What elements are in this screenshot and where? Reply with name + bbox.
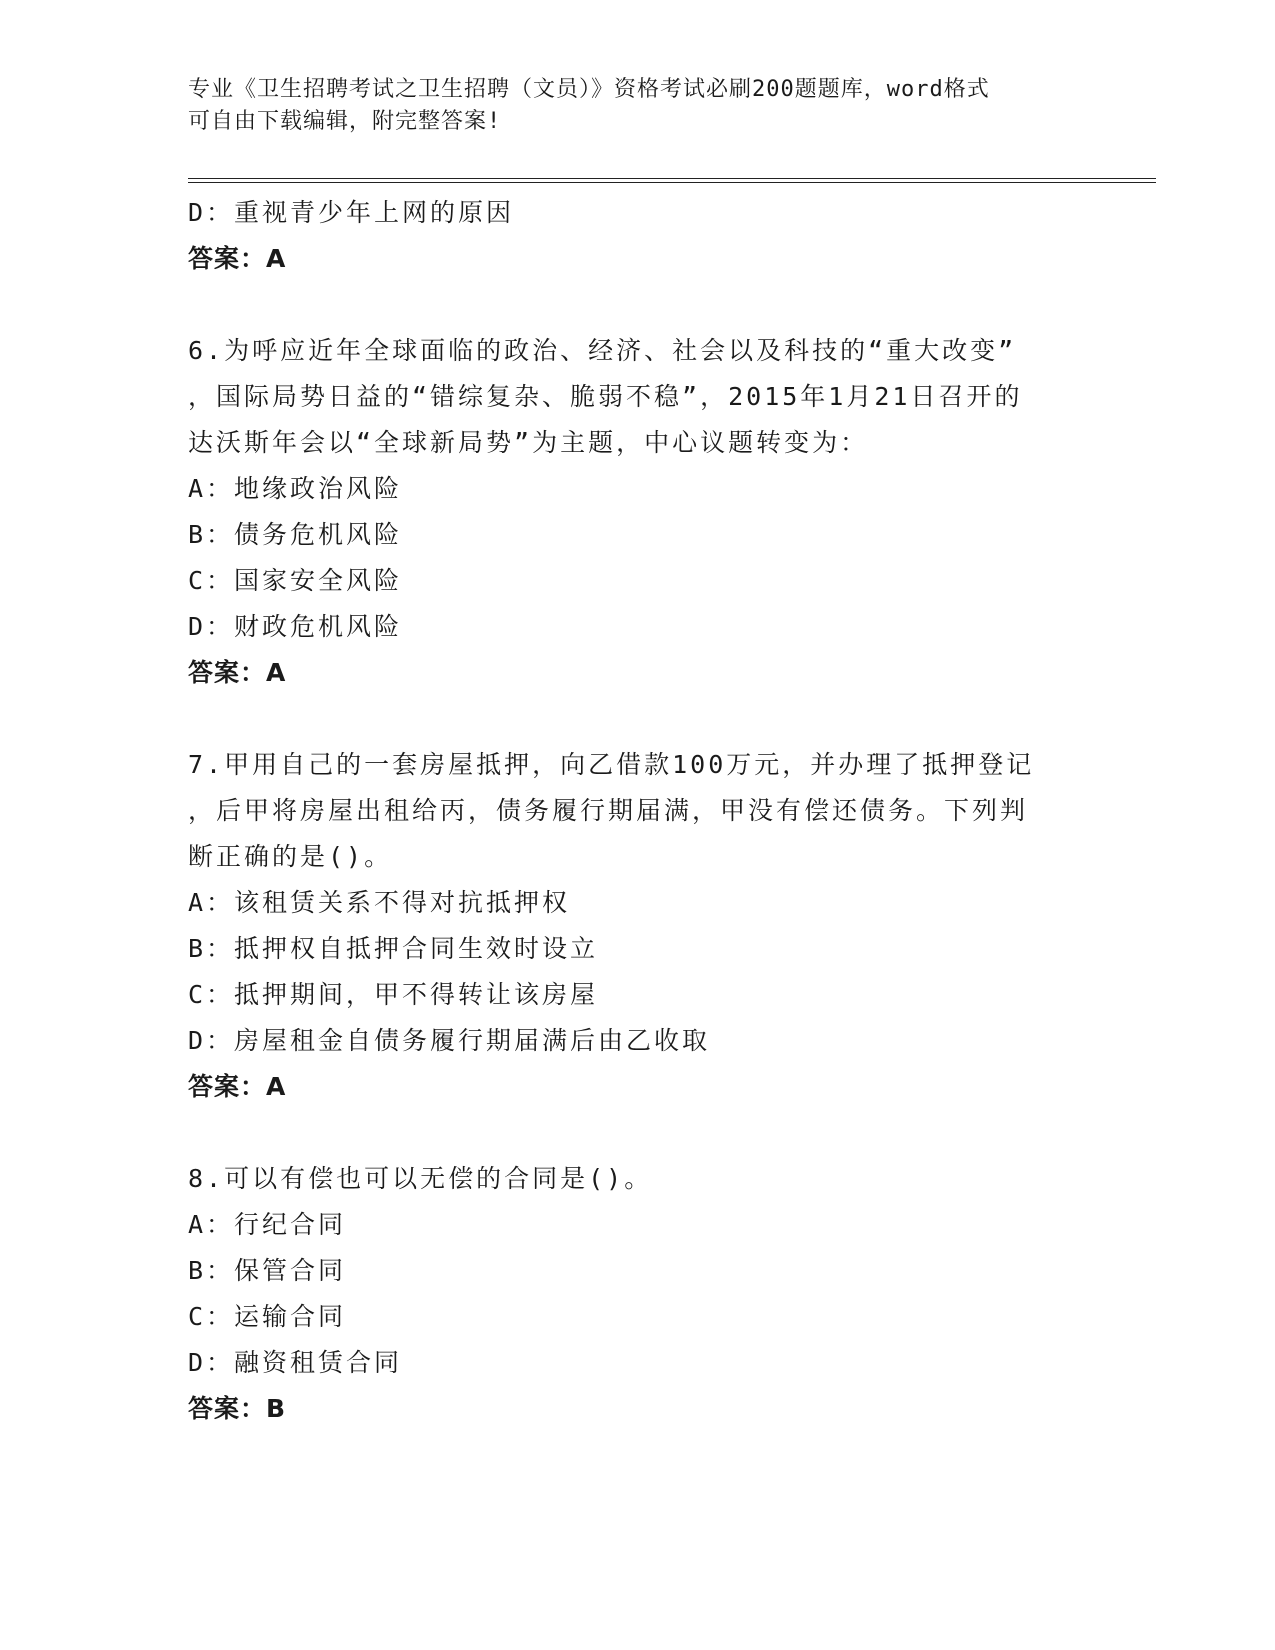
option-a: A：行纪合同 bbox=[188, 1210, 347, 1239]
option-d: D：融资租赁合同 bbox=[188, 1348, 403, 1377]
spacer bbox=[188, 1110, 1088, 1156]
spacer bbox=[188, 696, 1088, 742]
option-d: D：重视青少年上网的原因 bbox=[188, 198, 515, 227]
question-stem: ，后甲将房屋出租给丙，债务履行期届满，甲没有偿还债务。下列判 bbox=[188, 796, 1029, 825]
document-body bbox=[188, 190, 1088, 1432]
question-block-8 bbox=[188, 1156, 1088, 1432]
answer-line: 答案：A bbox=[188, 244, 287, 273]
option-b: B：保管合同 bbox=[188, 1256, 347, 1285]
question-stem: 8.可以有偿也可以无偿的合同是()。 bbox=[188, 1164, 653, 1193]
header-title-line-1: 专业《卫生招聘考试之卫生招聘（文员）》资格考试必刷200题题库，word格式 bbox=[188, 77, 990, 102]
option-c: C：抵押期间，甲不得转让该房屋 bbox=[188, 980, 599, 1009]
question-block-6 bbox=[188, 328, 1088, 696]
option-a: A：地缘政治风险 bbox=[188, 474, 403, 503]
option-d: D：房屋租金自债务履行期届满后由乙收取 bbox=[188, 1026, 711, 1055]
answer-line: 答案：A bbox=[188, 658, 287, 687]
option-d: D：财政危机风险 bbox=[188, 612, 403, 641]
header-title-line-2: 可自由下载编辑，附完整答案! bbox=[188, 109, 502, 134]
option-c: C：运输合同 bbox=[188, 1302, 347, 1331]
question-stem: 断正确的是()。 bbox=[188, 842, 393, 871]
option-c: C：国家安全风险 bbox=[188, 566, 403, 595]
option-b: B：抵押权自抵押合同生效时设立 bbox=[188, 934, 599, 963]
question-stem: 6.为呼应近年全球面临的政治、经济、社会以及科技的“重大改变” bbox=[188, 336, 1017, 365]
spacer bbox=[188, 282, 1088, 328]
option-a: A：该租赁关系不得对抗抵押权 bbox=[188, 888, 571, 917]
question-stem: ，国际局势日益的“错综复杂、脆弱不稳”，2015年1月21日召开的 bbox=[188, 382, 1023, 411]
answer-line: 答案：A bbox=[188, 1072, 287, 1101]
question-stem: 达沃斯年会以“全球新局势”为主题，中心议题转变为： bbox=[188, 428, 869, 457]
option-b: B：债务危机风险 bbox=[188, 520, 403, 549]
question-stem: 7.甲用自己的一套房屋抵押，向乙借款100万元，并办理了抵押登记 bbox=[188, 750, 1035, 779]
question-block-7 bbox=[188, 742, 1088, 1110]
page-header bbox=[188, 74, 1088, 138]
question-block-previous bbox=[188, 190, 1088, 282]
answer-line: 答案：B bbox=[188, 1394, 287, 1423]
header-divider bbox=[188, 178, 1156, 183]
